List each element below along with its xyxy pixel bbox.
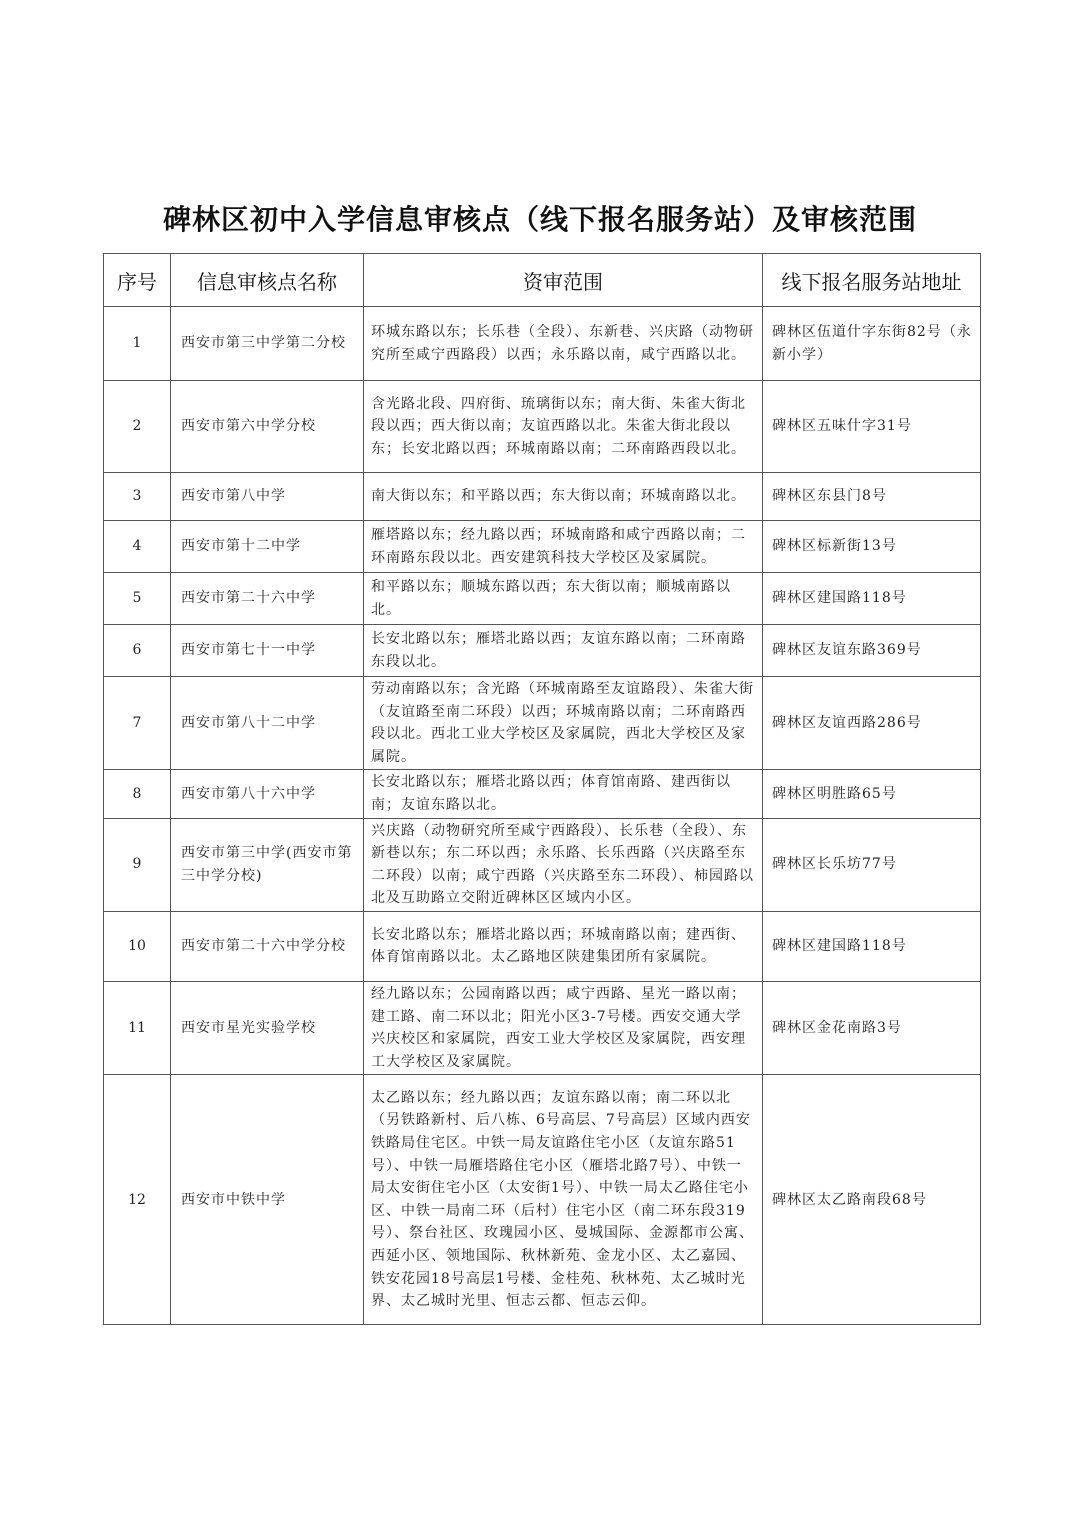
row-address: 碑林区东县门8号 [763, 473, 981, 521]
row-name: 西安市第八十六中学 [171, 770, 364, 818]
row-scope: 兴庆路（动物研究所至咸宁西路段）、长乐巷（全段）、东新巷以东；东二环以西；永乐路、长乐西路（兴庆路至东二环段）以南；咸宁西路（兴庆路至东二环段）、柿园路以北及互助路立交附近碑林区区域内小区。 [364, 818, 763, 911]
header-address: 线下报名服务站地址 [763, 254, 981, 307]
row-name: 西安市第十二中学 [171, 521, 364, 573]
row-name: 西安市第三中学第二分校 [171, 307, 364, 381]
row-scope: 长安北路以东；雁塔北路以西；体育馆南路、建西街以南；友谊东路以北。 [364, 770, 763, 818]
header-name: 信息审核点名称 [171, 254, 364, 307]
row-seq: 6 [104, 625, 171, 677]
table-row [104, 573, 981, 625]
row-seq: 7 [104, 677, 171, 770]
row-name: 西安市第八十二中学 [171, 677, 364, 770]
table-row [104, 521, 981, 573]
row-address: 碑林区伍道什字东街82号（永新小学） [763, 307, 981, 381]
row-scope: 南大街以东；和平路以西；东大街以南；环城南路以北。 [364, 473, 763, 521]
review-points-table [103, 253, 981, 1325]
row-address: 碑林区建国路118号 [763, 573, 981, 625]
row-seq: 10 [104, 911, 171, 981]
table-row [104, 770, 981, 818]
row-address: 碑林区标新街13号 [763, 521, 981, 573]
row-name: 西安市第二十六中学分校 [171, 911, 364, 981]
row-address: 碑林区五味什字31号 [763, 381, 981, 473]
table-row [104, 307, 981, 381]
table-row [104, 677, 981, 770]
row-scope: 长安北路以东；雁塔北路以西；友谊东路以南；二环南路东段以北。 [364, 625, 763, 677]
row-scope: 长安北路以东；雁塔北路以西；环城南路以南；建西街、体育馆南路以北。太乙路地区陕建集团所有家属院。 [364, 911, 763, 981]
row-scope: 和平路以东；顺城东路以西；东大街以南；顺城南路以北。 [364, 573, 763, 625]
table-row [104, 381, 981, 473]
row-scope: 太乙路以东；经九路以西；友谊东路以南；南二环以北（另铁路新村、后八栋、6号高层、7号高层）区域内西安铁路局住宅区。中铁一局友谊路住宅小区（友谊东路51号）、中铁一局雁塔路住宅小区（雁塔北路7号）、中铁一局太安街住宅小区（太安街1号）、中铁一局太乙路住宅小区、中铁一局南二环（后村）住宅小区（南二环东段319号）、祭台社区、玫瑰园小区、曼城国际、金源都市公寓、西延小区、领地国际、秋林新苑、金龙小区、太乙嘉园、铁安花园18号高层1号楼、金桂苑、秋林苑、太乙城时光界、太乙城时光里、恒志云都、恒志云仰。 [364, 1075, 763, 1325]
table-row [104, 981, 981, 1074]
row-name: 西安市第三中学(西安市第三中学分校) [171, 818, 364, 911]
row-seq: 2 [104, 381, 171, 473]
row-seq: 4 [104, 521, 171, 573]
row-address: 碑林区建国路118号 [763, 911, 981, 981]
row-scope: 雁塔路以东；经九路以西；环城南路和咸宁西路以南；二环南路东段以北。西安建筑科技大学校区及家属院。 [364, 521, 763, 573]
row-address: 碑林区太乙路南段68号 [763, 1075, 981, 1325]
row-seq: 1 [104, 307, 171, 381]
row-scope: 劳动南路以东；含光路（环城南路至友谊路段）、朱雀大街（友谊路至南二环段）以西；环城南路以南；二环南路西段以北。西北工业大学校区及家属院，西北大学校区及家属院。 [364, 677, 763, 770]
header-scope: 资审范围 [364, 254, 763, 307]
row-name: 西安市第二十六中学 [171, 573, 364, 625]
document-title: 碑林区初中入学信息审核点（线下报名服务站）及审核范围 [162, 203, 917, 236]
header-seq: 序号 [104, 254, 171, 307]
table-row [104, 1075, 981, 1325]
table-row [104, 911, 981, 981]
row-seq: 11 [104, 981, 171, 1074]
row-name: 西安市第七十一中学 [171, 625, 364, 677]
row-address: 碑林区长乐坊77号 [763, 818, 981, 911]
row-seq: 12 [104, 1075, 171, 1325]
row-scope: 环城东路以东；长乐巷（全段）、东新巷、兴庆路（动物研究所至咸宁西路段）以西；永乐路以南，咸宁西路以北。 [364, 307, 763, 381]
row-seq: 5 [104, 573, 171, 625]
row-address: 碑林区金花南路3号 [763, 981, 981, 1074]
table-row [104, 473, 981, 521]
row-seq: 8 [104, 770, 171, 818]
row-seq: 3 [104, 473, 171, 521]
table-row [104, 818, 981, 911]
row-seq: 9 [104, 818, 171, 911]
row-address: 碑林区友谊西路286号 [763, 677, 981, 770]
table-header-row [104, 254, 981, 307]
row-name: 西安市中铁中学 [171, 1075, 364, 1325]
row-address: 碑林区明胜路65号 [763, 770, 981, 818]
row-address: 碑林区友谊东路369号 [763, 625, 981, 677]
row-scope: 含光路北段、四府街、琉璃街以东；南大街、朱雀大街北段以西；西大街以南；友谊西路以北。朱雀大街北段以东；长安北路以西；环城南路以南；二环南路西段以北。 [364, 381, 763, 473]
row-name: 西安市星光实验学校 [171, 981, 364, 1074]
row-scope: 经九路以东；公园南路以西；咸宁西路、星光一路以南；建工路、南二环以北；阳光小区3-7号楼。西安交通大学兴庆校区和家属院，西安工业大学校区及家属院，西安理工大学校区及家属院。 [364, 981, 763, 1074]
row-name: 西安市第六中学分校 [171, 381, 364, 473]
table-row [104, 625, 981, 677]
row-name: 西安市第八中学 [171, 473, 364, 521]
